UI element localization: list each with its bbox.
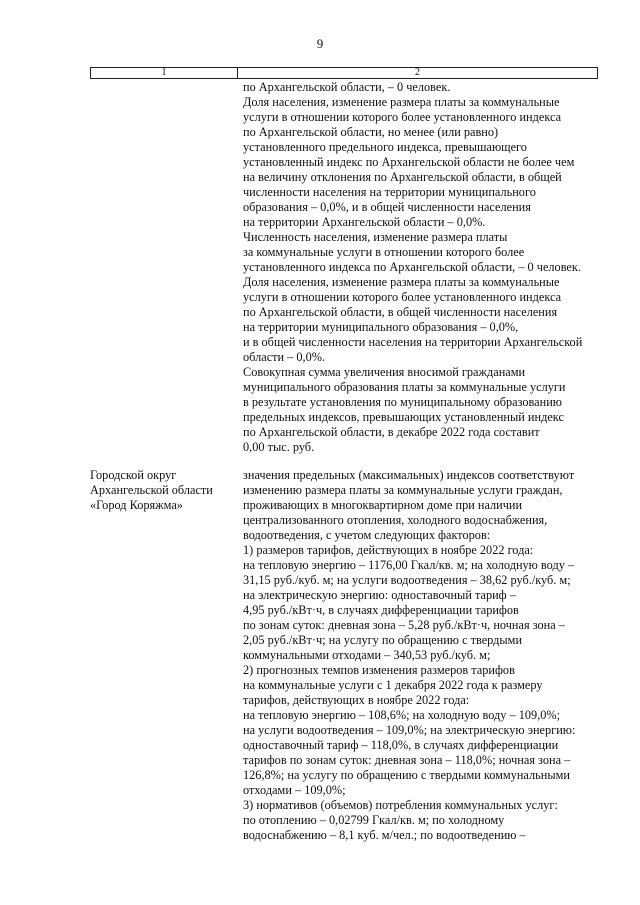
text-line: на величину отклонения по Архангельской области, в общей <box>243 170 562 184</box>
text-line: муниципального образования платы за коммунальные услуги <box>243 380 566 394</box>
text-line: численности населения на территории муниципального <box>243 185 536 199</box>
text-line: по Архангельской области, – 0 человек. <box>243 80 451 94</box>
text-line: на тепловую энергию – 1176,00 Гкал/кв. м; на холодную воду – <box>243 558 575 572</box>
text-line: предельных индексов, превышающих установленный индекс <box>243 410 564 424</box>
text-line: коммунальными отходами – 340,53 руб./куб. м; <box>243 648 491 662</box>
text-line: на тепловую энергию – 108,6%; на холодную воду – 109,0%; <box>243 708 561 722</box>
text-line: одноставочный тариф – 118,0%, в случаях дифференциации <box>243 738 559 752</box>
text-line: 2) прогнозных темпов изменения размеров тарифов <box>243 663 515 677</box>
text-line: образования – 0,0%, и в общей численности населения <box>243 200 531 214</box>
text-line: значения предельных (максимальных) индексов соответствуют <box>243 468 575 482</box>
text-line: услуги в отношении которого более установленного индекса <box>243 110 562 124</box>
text-line: в результате установления по муниципальному образованию <box>243 395 562 409</box>
text-line: отходами – 109,0%; <box>243 783 346 797</box>
text-line: области – 0,0%. <box>243 350 326 364</box>
text-line: на коммунальные услуги с 1 декабря 2022 года к размеру <box>243 678 543 692</box>
text-line: на электрическую энергию: одноставочный тариф – <box>243 588 516 602</box>
text-line: за коммунальные услуги в отношении которого более <box>243 245 525 259</box>
text-line: установленного предельного индекса, превышающего <box>243 140 527 154</box>
text-line: 1) размеров тарифов, действующих в ноябре 2022 года: <box>243 543 534 557</box>
table-header-col-2: 2 <box>415 67 420 78</box>
text-line: Совокупная сумма увеличения вносимой гражданами <box>243 365 526 379</box>
text-line: 3) нормативов (объемов) потребления коммунальных услуг: <box>243 798 558 812</box>
text-line: по Архангельской области, в декабре 2022 года составит <box>243 425 540 439</box>
text-line: Доля населения, изменение размера платы за коммунальные <box>243 275 560 289</box>
text-line: и в общей численности населения на территории Архангельской <box>243 335 583 349</box>
municipality-line: Архангельской области <box>90 483 213 497</box>
text-line: по Архангельской области, в общей численности населения <box>243 305 558 319</box>
continued-text-block <box>243 80 603 455</box>
text-line: на территории муниципального образования – 0,0%, <box>243 320 519 334</box>
text-line: на территории Архангельской области – 0,0%. <box>243 215 486 229</box>
text-line: 0,00 тыс. руб. <box>243 440 315 454</box>
text-line: по зонам суток: дневная зона – 5,28 руб./кВт·ч, ночная зона – <box>243 618 565 632</box>
municipality-name <box>90 468 240 513</box>
text-line: услуги в отношении которого более установленного индекса <box>243 290 562 304</box>
text-line: тарифов по зонам суток: дневная зона – 118,0%; ночная зона – <box>243 753 571 767</box>
text-line: водоотведения, с учетом следующих факторов: <box>243 528 491 542</box>
municipality-line: «Город Коряжма» <box>90 498 183 512</box>
text-line: изменению размера платы за коммунальные услуги граждан, <box>243 483 563 497</box>
text-line: 126,8%; на услугу по обращению с твердыми коммунальными <box>243 768 570 782</box>
text-line: 2,05 руб./кВт·ч; на услугу по обращению с твердыми <box>243 633 523 647</box>
text-line: по отоплению – 0,02799 Гкал/кв. м; по холодному <box>243 813 505 827</box>
text-line: 4,95 руб./кВт·ч, в случаях дифференциации тарифов <box>243 603 519 617</box>
municipality-line: Городской округ <box>90 468 177 482</box>
text-line: установленного индекса по Архангельской области, – 0 человек. <box>243 260 581 274</box>
municipality-index-text <box>243 468 603 843</box>
text-line: водоснабжению – 8,1 куб. м/чел.; по водоотведению – <box>243 828 526 842</box>
table-header-col-1: 1 <box>161 67 167 78</box>
text-line: централизованного отопления, холодного водоснабжения, <box>243 513 548 527</box>
table-header-row <box>90 67 598 79</box>
text-line: установленный индекс по Архангельской области не более чем <box>243 155 575 169</box>
page-number: 9 <box>316 36 324 51</box>
text-line: тарифов, действующих в ноябре 2022 года: <box>243 693 470 707</box>
text-line: проживающих в многоквартирном доме при наличии <box>243 498 523 512</box>
text-line: на услуги водоотведения – 109,0%; на электрическую энергию: <box>243 723 576 737</box>
text-line: по Архангельской области, но менее (или равно) <box>243 125 499 139</box>
text-line: 31,15 руб./куб. м; на услуги водоотведения – 38,62 руб./куб. м; <box>243 573 571 587</box>
text-line: Доля населения, изменение размера платы за коммунальные <box>243 95 560 109</box>
text-line: Численность населения, изменение размера платы <box>243 230 508 244</box>
